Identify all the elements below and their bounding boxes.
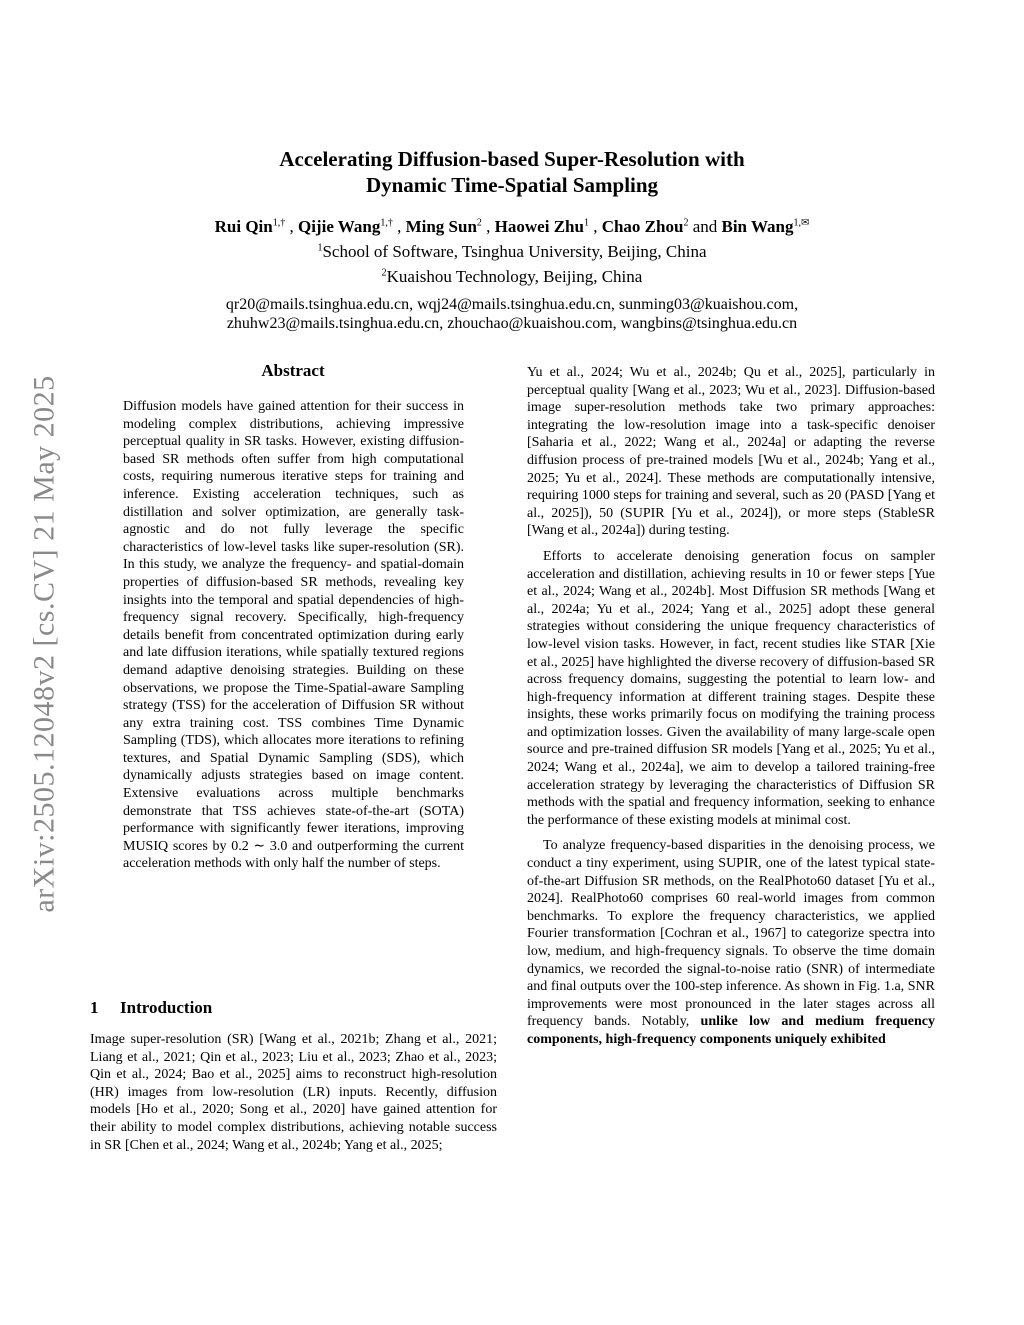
title-line-1: Accelerating Diffusion-based Super-Resolution with: [279, 147, 745, 171]
author-name: Bin Wang: [721, 217, 794, 236]
author-affiliation-sup: 1: [583, 217, 589, 229]
intro-left-column: [90, 1031, 497, 1154]
affiliation-2-text: Kuaishou Technology, Beijing, China: [386, 267, 643, 286]
author-name: Haowei Zhu: [494, 217, 584, 236]
intro-paragraph-2: Efforts to accelerate denoising generation focus on sampler acceleration and distillation, achieving results in 10 or fewer steps [Yue et al., 2024; Wang et al., 2024b]. Most Diffusion SR methods [Wang et al., 2024a; Yu et al., 2024; Yang et al., 2025] adopt these general strategies without considering the unique frequency characteristics of low-level vision tasks. However, in fact, recent studies like STAR [Xie et al., 2025] have highlighted the diverse recovery of diffusion-based SR across frequency domains, suggesting the potential to learn low- and high-frequency information at different training stages. Despite these insights, these works primarily focus on modifying the training process and optimization losses. Given the availability of many large-scale open source and pre-trained diffusion SR models [Yang et al., 2025; Yu et al., 2024; Wang et al., 2024a], we aim to develop a tailored training-free acceleration strategy by leveraging the characteristics of Diffusion SR methods with the spatial and frequency information, seeking to enhance the performance of these existing models at minimal cost.: [527, 548, 935, 828]
intro-paragraph-3: [527, 837, 935, 1048]
intro-paragraph-3-text: To analyze frequency-based disparities in the denoising process, we conduct a tiny experiment, using SUPIR, one of the latest typical state-of-the-art Diffusion SR methods, on the RealPhoto60 dataset [Yu et al., 2024]. RealPhoto60 comprises 60 real-world images from common benchmarks. To explore the frequency characteristics, we applied Fourier transformation [Cochran et al., 1967] to categorize spectra into low, medium, and high-frequency signals. To observe the time domain dynamics, we recorded the signal-to-noise ratio (SNR) of intermediate and final outputs over the 100-step inference. As shown in Fig. 1.a, SNR improvements were most pronounced in the later stages across all frequency bands. Notably,: [527, 838, 935, 1030]
paper-title: [0, 146, 1024, 198]
author-separator: ,: [392, 217, 406, 236]
author-name: Qijie Wang: [297, 217, 381, 236]
title-line-2: Dynamic Time-Spatial Sampling: [365, 173, 659, 197]
section-title-text: Introduction: [120, 998, 213, 1017]
arxiv-identifier-stamp: [22, 338, 68, 950]
author-separator: ,: [481, 217, 495, 236]
affiliation-1: [0, 241, 1024, 263]
author-separator: and: [688, 217, 722, 236]
author-affiliation-sup: 1,†: [380, 217, 393, 229]
author-emails: [0, 295, 1024, 333]
intro-right-column: [527, 364, 935, 1049]
abstract-paragraph: Diffusion models have gained attention for their success in modeling complex distributions, achieving impressive perceptual quality in SR tasks. However, existing diffusion-based SR methods often suffer from high computational costs, requiring numerous iterative steps for training and inference. Existing acceleration techniques, such as distillation and solver optimization, are generally task-agnostic and do not fully leverage the specific characteristics of low-level tasks like super-resolution (SR). In this study, we analyze the frequency- and spatial-domain properties of diffusion-based SR methods, revealing key insights into the temporal and spatial dependencies of high-frequency signal recovery. Specifically, high-frequency details benefit from concentrated optimization during early and late diffusion iterations, while spatially textured regions demand adaptive denoising strategies. Building on these observations, we propose the Time-Spatial-aware Sampling strategy (TSS) for the acceleration of Diffusion SR without any extra training cost. TSS combines Time Dynamic Sampling (TDS), which allocates more iterations to refining textures, and Spatial Dynamic Sampling (SDS), which dynamically adjusts strategies based on image content. Extensive evaluations across multiple benchmarks demonstrate that TSS achieves state-of-the-art (SOTA) performance with significantly fewer iterations, improving MUSIQ scores by 0.2 ∼ 3.0 and outperforming the current acceleration methods with only half the number of steps.: [123, 399, 464, 872]
affiliation-2: [0, 266, 1024, 288]
intro-paragraph-1: Image super-resolution (SR) [Wang et al., 2021b; Zhang et al., 2021; Liang et al., 2021; Qin et al., 2023; Liu et al., 2023; Zhao et al., 2023; Qin et al., 2024; Bao et al., 2025] aims to reconstruct high-resolution (HR) images from low-resolution (LR) inputs. Recently, diffusion models [Ho et al., 2020; Song et al., 2020] have gained attention for their ability to model complex distributions, achieving notable success in SR [Chen et al., 2024; Wang et al., 2024b; Yang et al., 2025;: [90, 1032, 497, 1153]
affiliation-2-sup: 2: [381, 267, 387, 279]
intro-paragraph-3-bold: unlike low and medium frequency components, high-frequency components uniquely exhibited: [527, 1014, 936, 1047]
author-affiliation-sup: 2: [476, 217, 482, 229]
author-separator: ,: [588, 217, 602, 236]
author-separator: ,: [285, 217, 298, 236]
author-list: [0, 216, 1024, 238]
author-affiliation-sup: 2: [683, 217, 689, 229]
author-name: Rui Qin: [214, 217, 273, 236]
section-number: 1: [90, 998, 99, 1017]
emails-line-2: zhuhw23@mails.tsinghua.edu.cn, zhouchao@kuaishou.com, wangbins@tsinghua.edu.cn: [226, 315, 798, 332]
author-name: Ming Sun: [405, 217, 477, 236]
abstract-body: [123, 398, 464, 873]
intro-paragraph-1-continued: Yu et al., 2024; Wu et al., 2024b; Qu et al., 2025], particularly in perceptual quality [Wang et al., 2023; Wu et al., 2023]. Diffusion-based image super-resolution methods take two primary approaches: integrating the low-resolution image into a task-specific denoiser [Saharia et al., 2022; Wang et al., 2024a] or adapting the reverse diffusion process of pre-trained models [Wu et al., 2024b; Yang et al., 2025; Yu et al., 2024]. These methods are computationally intensive, requiring 1000 steps for training and several, such as 20 (PASD [Yang et al., 2025]), 50 (SUPIR [Yu et al., 2024]), or more steps (StableSR [Wang et al., 2024a]) during testing.: [527, 365, 935, 539]
abstract-heading: Abstract: [261, 361, 325, 380]
emails-line-1: qr20@mails.tsinghua.edu.cn, wqj24@mails.tsinghua.edu.cn, sunming03@kuaishou.com,: [225, 296, 799, 313]
section-heading-introduction: [90, 998, 212, 1018]
author-affiliation-sup: 1,†: [272, 217, 286, 229]
author-affiliation-sup: 1,✉: [793, 217, 810, 229]
author-name: Chao Zhou: [601, 217, 684, 236]
affiliation-1-sup: 1: [317, 242, 323, 254]
arxiv-identifier-text: arXiv:2505.12048v2 [cs.CV] 21 May 2025: [28, 375, 61, 913]
affiliation-1-text: School of Software, Tsinghua University, Beijing, China: [322, 242, 707, 261]
